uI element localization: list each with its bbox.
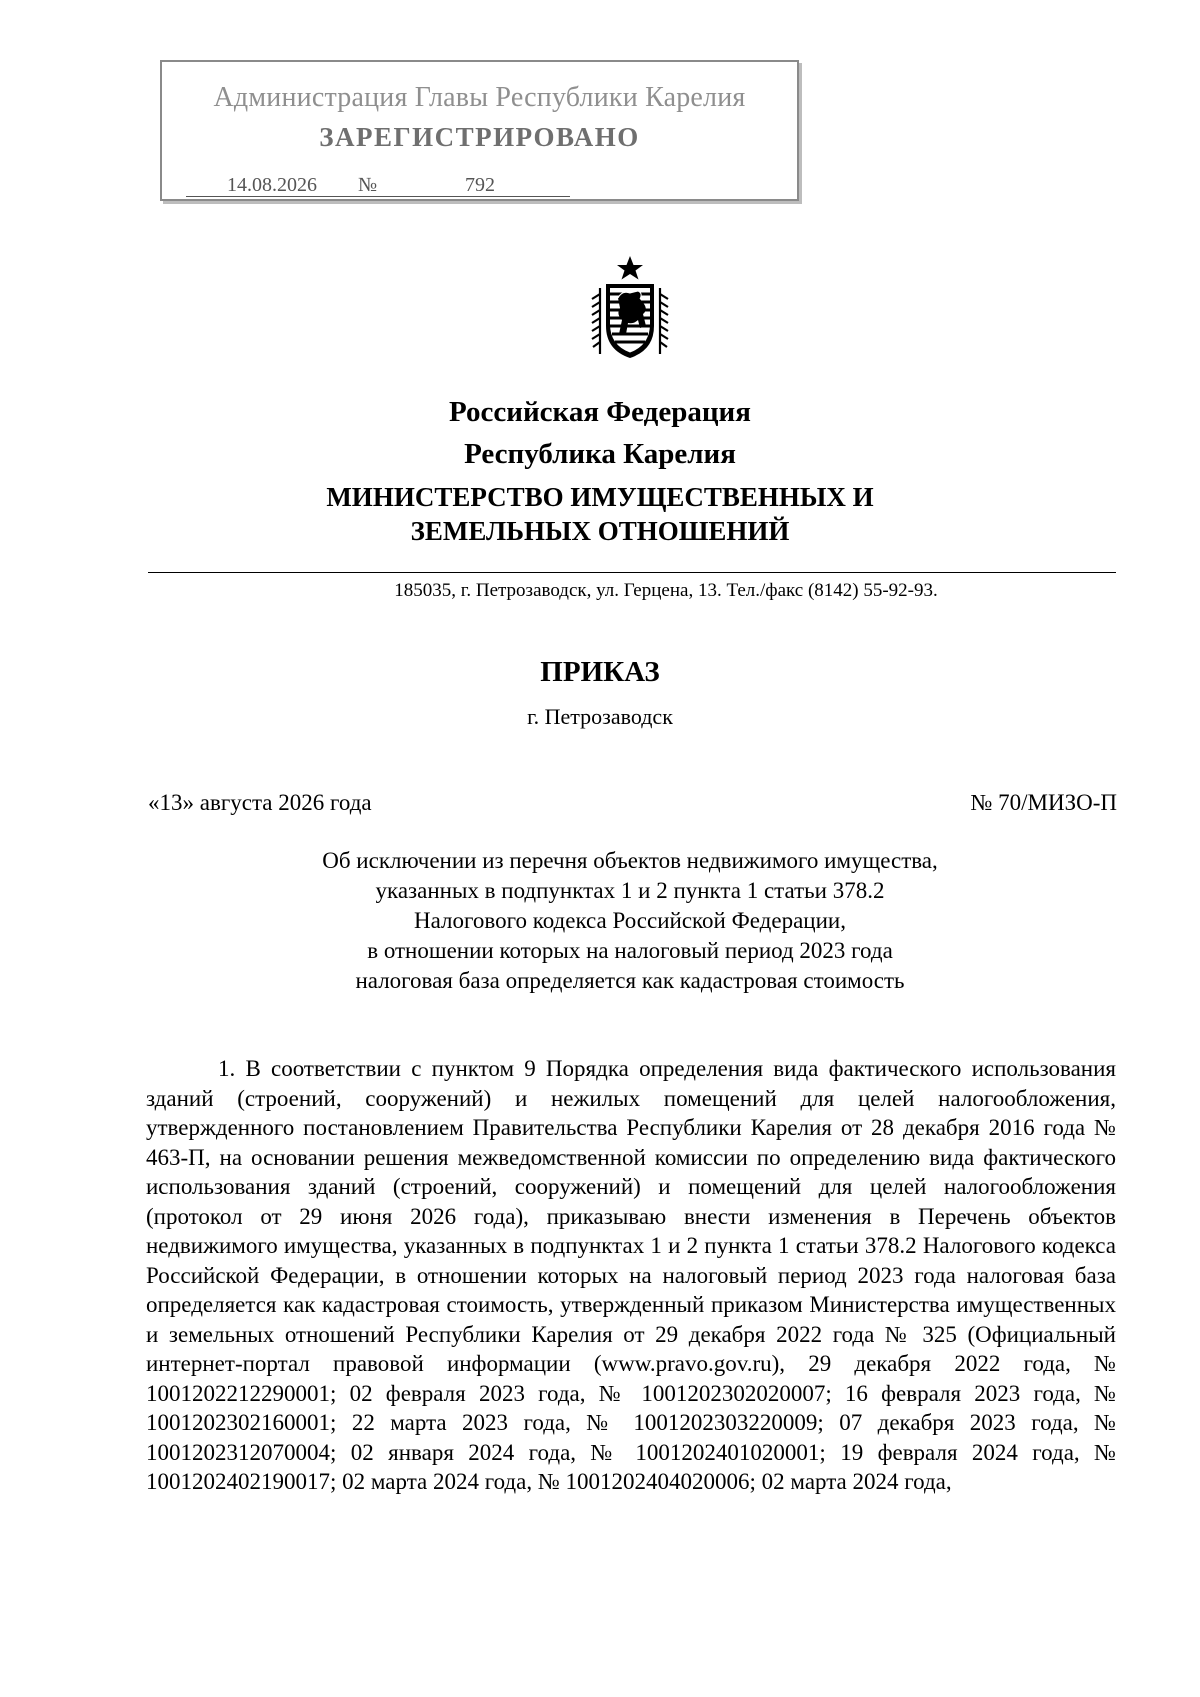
order-subject	[30, 846, 1200, 996]
republic-heading: Республика Карелия	[464, 438, 736, 470]
body-paragraph: 1. В соответствии с пунктом 9 Порядка определения вида фактического использования зданий (строений, сооружений) и нежилых помещений для целей налогообложения, утвержденного постановлением Правительства Республики Карелия от 28 декабря 2016 года № 463-П, на основании решения межведомственной комиссии по определению вида фактического использования зданий (строений, сооружений) и помещений для целей налогообложения (протокол от 29 июня 2026 года), приказываю внести изменения в Перечень объектов недвижимого имущества, указанных в подпунктах 1 и 2 пункта 1 статьи 378.2 Налогового кодекса Российской Федерации, в отношении которых на налоговый период 2023 года налоговая база определяется как кадастровая стоимость, утвержденный приказом Министерства имущественных и земельных отношений Республики Карелия от 29 декабря 2022 года № 325 (Официальный интернет-портал правовой информации (www.pravo.gov.ru), 29 декабря 2022 года, № 1001202212290001; 02 февраля 2023 года, № 1001202302020007; 16 февраля 2023 года, № 1001202302160001; 22 марта 2023 года, № 1001202303220009; 07 декабря 2023 года, № 1001202312070004; 02 января 2024 года, № 1001202401020001; 19 февраля 2024 года, № 1001202402190017; 02 марта 2024 года, № 1001202404020006; 02 марта 2024 года,	[146, 1056, 1116, 1494]
registration-stamp	[160, 60, 799, 201]
stamp-number: 792	[390, 174, 570, 197]
coat-of-arms-icon	[588, 254, 672, 364]
order-city: г. Петрозаводск	[527, 704, 673, 729]
stamp-date: 14.08.2026	[186, 174, 358, 197]
order-body	[146, 1054, 1116, 1497]
subject-line: указанных в подпунктах 1 и 2 пункта 1 статьи 378.2	[375, 878, 885, 903]
order-title: ПРИКАЗ	[540, 656, 660, 688]
ministry-heading	[0, 480, 1200, 548]
ministry-address: 185035, г. Петрозаводск, ул. Герцена, 13. Тел./факс (8142) 55-92-93.	[394, 580, 938, 601]
subject-line: Об исключении из перечня объектов недвижимого имущества,	[322, 848, 938, 873]
stamp-number-label: №	[358, 174, 390, 197]
stamp-status: ЗАРЕГИСТРИРОВАНО	[319, 122, 640, 152]
subject-line: налоговая база определяется как кадастровая стоимость	[355, 968, 905, 993]
order-number: № 70/МИЗО-П	[970, 790, 1117, 815]
stamp-organization: Администрация Главы Республики Карелия	[213, 82, 746, 113]
order-date: «13» августа 2026 года	[148, 790, 372, 815]
country-heading: Российская Федерация	[449, 396, 751, 428]
header-divider	[148, 572, 1116, 573]
subject-line: в отношении которых на налоговый период 2023 года	[367, 938, 893, 963]
ministry-name: МИНИСТЕРСТВО ИМУЩЕСТВЕННЫХ И ЗЕМЕЛЬНЫХ ОТНОШЕНИЙ	[326, 482, 874, 546]
subject-line: Налогового кодекса Российской Федерации,	[414, 908, 846, 933]
